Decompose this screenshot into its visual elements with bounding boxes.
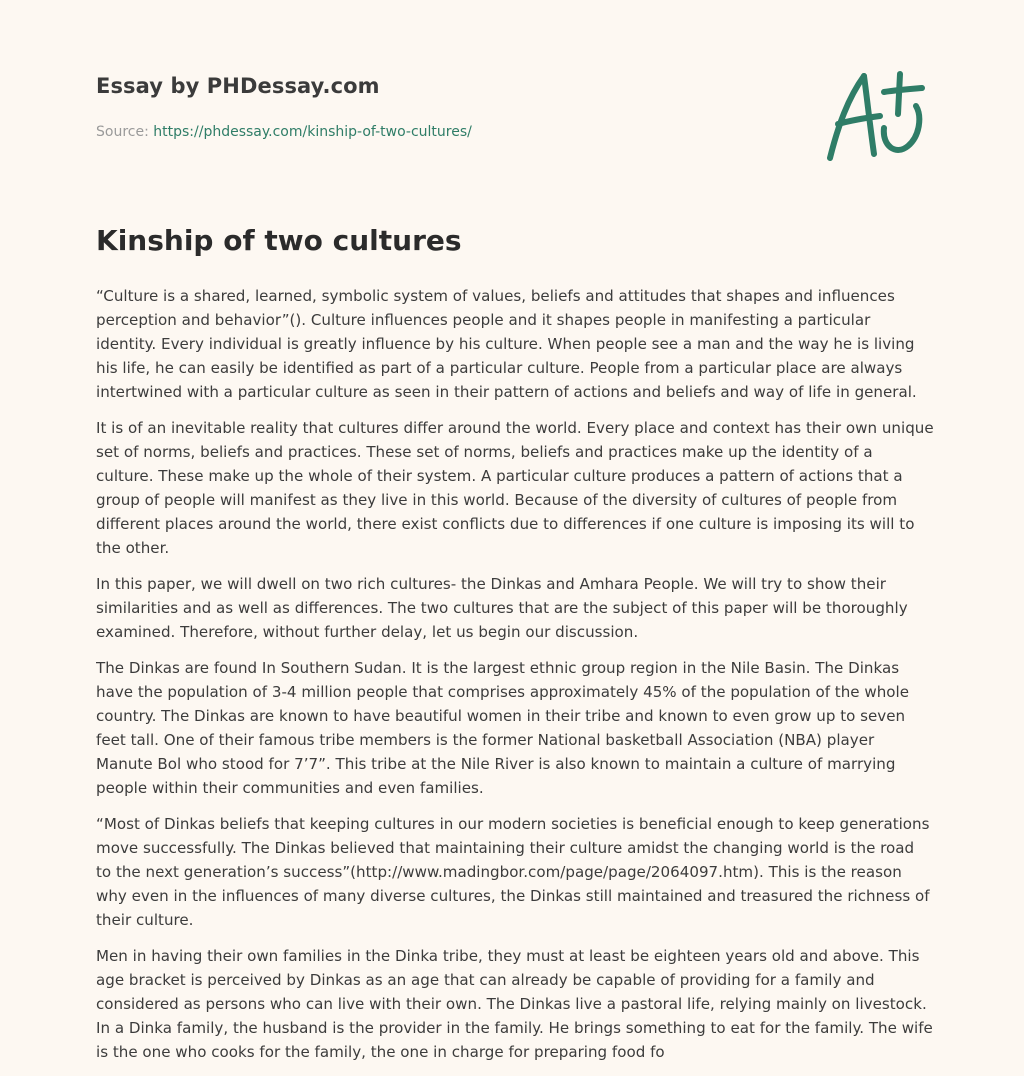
page-header [96,74,916,140]
article-body [96,284,934,1060]
paragraph: “Most of Dinkas beliefs that keeping cultures in our modern societies is beneficial enough to keep generations move successfully. The Dinkas believed that maintaining their culture amidst the changing world is the road to the next generation’s success”(http://www.madingbor.com/page/page/2064097.htm). This is the reason why even in the influences of many diverse cultures, the Dinkas still maintained and treasured the richness of their culture. [96,815,930,929]
paragraph: The Dinkas are found In Southern Sudan. It is the largest ethnic group region in the Nile Basin. The Dinkas have the population of 3-4 million people that comprises approximately 45% of the population of the whole country. The Dinkas are known to have beautiful women in their tribe and known to even grow up to seven feet tall. One of their famous tribe members is the former National basketball Association (NBA) player Manute Bol who stood for 7’7”. This tribe at the Nile River is also known to maintain a culture of marrying people within their communities and even families. [96,659,910,797]
source-link[interactable]: https://phdessay.com/kinship-of-two-cultures/ [153,124,472,140]
source-line [96,124,472,140]
a-plus-logo-icon [820,66,930,166]
paragraph: It is of an inevitable reality that cultures differ around the world. Every place and context has their own unique set of norms, beliefs and practices. These set of norms, beliefs and practices make up the identity of a culture. These make up the whole of their system. A particular culture produces a pattern of actions that a group of people will manifest as they live in this world. Because of the diversity of cultures of people from different places around the world, there exist conflicts due to differences if one culture is imposing its will to the other. [96,419,934,557]
paragraph: “Culture is a shared, learned, symbolic system of values, beliefs and attitudes that shapes and influences perception and behavior”(). Culture influences people and it shapes people in manifesting a particular identity. Every individual is greatly influence by his culture. When people see a man and the way he is living his life, he can easily be identified as part of a particular culture. People from a particular place are always intertwined with a particular culture as seen in their pattern of actions and beliefs and way of life in general. [96,287,917,401]
paragraph: In this paper, we will dwell on two rich cultures- the Dinkas and Amhara People. We will try to show their similarities and as well as differences. The two cultures that are the subject of this paper will be thoroughly examined. Therefore, without further delay, let us begin our discussion. [96,575,908,641]
article-title: Kinship of two cultures [96,224,462,257]
paragraph: Men in having their own families in the Dinka tribe, they must at least be eighteen years old and above. This age bracket is perceived by Dinkas as an age that can already be capable of providing for a family and considered as persons who can live with their own. The Dinkas live a pastoral life, relying mainly on livestock. In a Dinka family, the husband is the provider in the family. He brings something to eat for the family. The wife is the one who cooks for the family, the one in charge for preparing food fo [96,947,933,1060]
site-brand: Essay by PHDessay.com [96,74,380,98]
source-label: Source: [96,124,149,140]
